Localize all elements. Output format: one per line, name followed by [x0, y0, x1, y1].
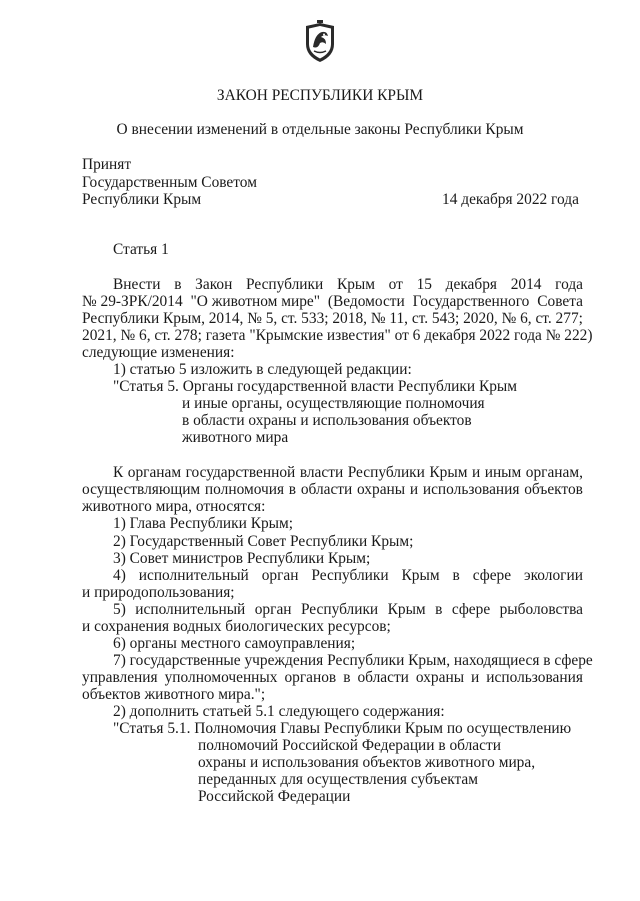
article5-title-line-4: животного мира: [182, 429, 289, 446]
word: ст. 543;: [411, 310, 460, 327]
word: исполнительный: [138, 567, 249, 584]
word: 15: [416, 276, 432, 293]
article-heading: Статья 1: [113, 241, 169, 258]
adoption-date: 14 декабря 2022 года: [442, 191, 579, 208]
word: в: [435, 601, 443, 618]
article51-title-line-5: Российской Федерации: [198, 788, 351, 805]
article51-title-line-1: "Статья 5.1. Полномочия Главы Республики Крым по осуществлению: [113, 720, 572, 737]
word: в: [343, 669, 351, 686]
word: охраны: [357, 481, 406, 498]
word: экологии: [524, 567, 583, 584]
word: К: [113, 464, 124, 481]
article5-body-line-3: животного мира, относятся:: [82, 498, 266, 515]
word: года: [555, 276, 583, 293]
word: № 29-ЗРК/2014: [82, 293, 183, 310]
word: Совета: [537, 293, 583, 310]
adoption-line-3: Республики Крым: [82, 191, 202, 208]
word: в: [452, 567, 460, 584]
word: "О животном мире": [190, 293, 321, 310]
list-item: 3) Совет министров Республики Крым;: [113, 550, 371, 567]
word: Крым: [387, 601, 426, 618]
intro-line-1: [113, 276, 583, 293]
word: иным: [484, 464, 522, 481]
word: 2020,: [463, 310, 498, 327]
word: в: [288, 481, 297, 498]
word: в: [174, 276, 182, 293]
word: 2014,: [208, 310, 244, 327]
word: Крым,: [163, 310, 205, 327]
word: охраны: [415, 669, 465, 686]
list-item-5-line-2: и сохранения водных биологических ресурсов;: [82, 618, 391, 635]
word: области: [357, 669, 409, 686]
article51-title-line-4: переданных для осуществления субъектам: [198, 771, 478, 788]
word: Закон: [195, 276, 233, 293]
intro-line-5: следующие изменения:: [82, 344, 235, 361]
word: уполномоченных: [164, 669, 278, 686]
word: области: [300, 481, 353, 498]
word: орган: [254, 601, 292, 618]
list-item-7-line-3: объектов животного мира.";: [82, 686, 266, 703]
law-subtitle: О внесении изменений в отдельные законы Республики Крым: [116, 121, 524, 138]
word: сфере: [451, 601, 491, 618]
word: сфере: [472, 567, 512, 584]
word: Крым: [429, 464, 468, 481]
list-item-4-line-2: и природопользования;: [82, 584, 235, 601]
word: рыболовства: [499, 601, 583, 618]
word: Республики: [246, 276, 324, 293]
article5-title-line-1: "Статья 5. Органы государственной власти Республики Крым: [113, 378, 517, 395]
intro-line-3: [82, 310, 583, 327]
list-item-7-line-1: 7) государственные учреждения Республики Крым, находящиеся в сфере: [113, 652, 593, 669]
article5-body-line-1: [113, 464, 583, 481]
word: 2014: [510, 276, 542, 293]
word: и: [409, 481, 419, 498]
word: органам,: [525, 464, 583, 481]
word: орган: [261, 567, 299, 584]
article5-title-line-2: и иные органы, осуществляющие полномочия: [182, 395, 485, 412]
word: 4): [113, 567, 126, 584]
word: Внести: [113, 276, 161, 293]
word: органам: [127, 464, 182, 481]
word: ст. 277;: [535, 310, 583, 327]
word: 2018,: [332, 310, 367, 327]
coat-of-arms-icon: [303, 20, 337, 64]
amendment-item-1: 1) статью 5 изложить в следующей редакции:: [113, 361, 412, 378]
list-item: 2) Государственный Совет Республики Крым;: [113, 533, 414, 550]
word: Республики: [347, 464, 425, 481]
word: № 5,: [247, 310, 278, 327]
list-item-6: 6) органы местного самоуправления;: [113, 635, 356, 652]
word: органов: [284, 669, 337, 686]
word: декабря: [445, 276, 497, 293]
word: № 6,: [501, 310, 532, 327]
word: Государственного: [412, 293, 530, 310]
word: Республики: [82, 310, 160, 327]
word: государственной: [185, 464, 296, 481]
amendment-item-2: 2) дополнить статьей 5.1 следующего содержания:: [113, 703, 445, 720]
word: № 11,: [370, 310, 409, 327]
article5-title-line-3: в области охраны и использования объектов: [182, 412, 472, 429]
intro-line-2: [82, 293, 583, 310]
word: власти: [299, 464, 344, 481]
list-item-5-line-1: [113, 601, 583, 618]
word: ст. 533;: [281, 310, 329, 327]
adoption-line-2: Государственным Советом: [82, 174, 257, 191]
word: и: [471, 669, 480, 686]
word: и: [471, 464, 481, 481]
word: от: [388, 276, 403, 293]
word: использования: [486, 669, 583, 686]
word: Республики: [311, 567, 389, 584]
adoption-line-1: Принят: [82, 156, 132, 173]
list-item: 1) Глава Республики Крым;: [113, 515, 294, 532]
word: Крым: [401, 567, 440, 584]
article51-title-line-3: охраны и использования объектов животного мира,: [198, 754, 536, 771]
article5-body-line-2: [82, 481, 583, 498]
word: Крым: [336, 276, 375, 293]
word: управления: [82, 669, 158, 686]
law-title: ЗАКОН РЕСПУБЛИКИ КРЫМ: [216, 87, 424, 104]
list-item-4-line-1: [113, 567, 583, 584]
word: полномочия: [204, 481, 285, 498]
word: исполнительный: [135, 601, 246, 618]
intro-line-4: 2021, № 6, ст. 278; газета "Крымские известия" от 6 декабря 2022 года № 222): [82, 327, 593, 344]
word: Республики: [300, 601, 379, 618]
word: 5): [113, 601, 126, 618]
article51-title-line-2: полномочий Российской Федерации в области: [198, 737, 501, 754]
word: (Ведомости: [327, 293, 405, 310]
word: объектов: [524, 481, 583, 498]
word: осуществляющим: [82, 481, 201, 498]
list-item-7-line-2: [82, 669, 583, 686]
word: использования: [422, 481, 520, 498]
